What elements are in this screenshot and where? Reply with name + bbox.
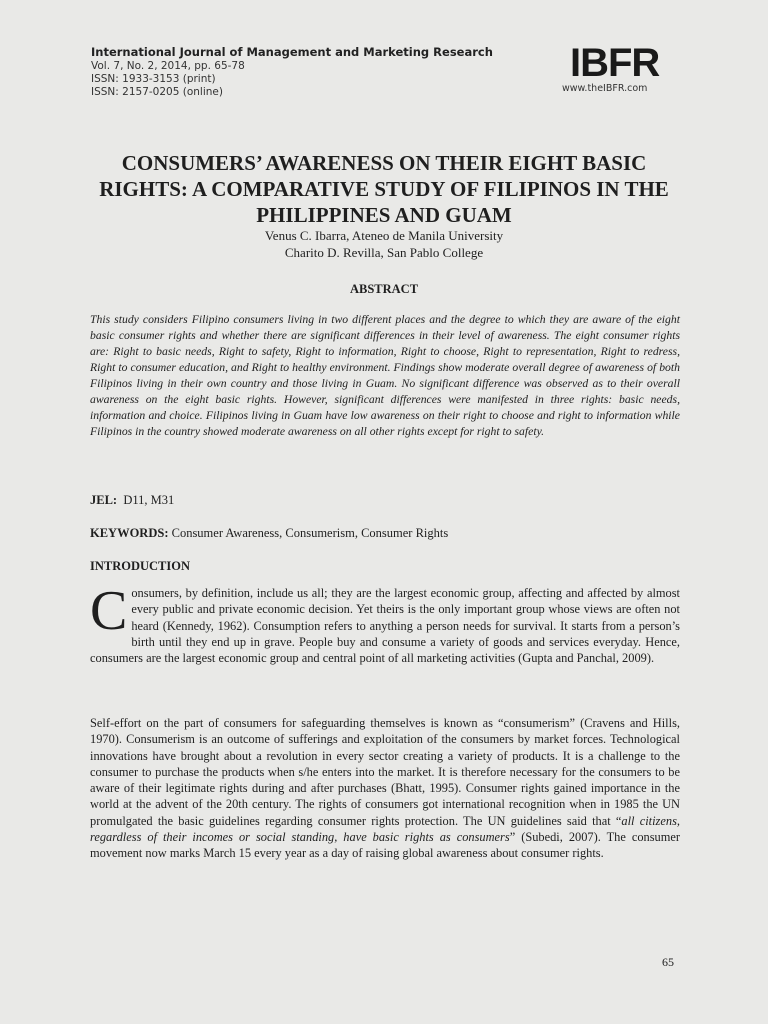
abstract-heading: ABSTRACT <box>349 282 419 296</box>
introduction-paragraph-2 <box>90 715 680 862</box>
paper-title: CONSUMERS’ AWARENESS ON THEIR EIGHT BASIC RIGHTS: A COMPARATIVE STUDY OF FILIPINOS IN THE PHILIPPINES AND GUAM <box>99 151 669 227</box>
paragraph-1-text: onsumers, by definition, include us all; they are the largest economic group, affecting and affected by almost every public and private economic decision. Yet theirs is the only important group whose views are often not heard (Kennedy, 1962). Consumption refers to anything a person needs for survival. It starts from a person’s birth until they end up in grave. People buy and consume a variety of goods and services everyday. Hence, consumers are the largest economic group and central point of all marketing activities (Gupta and Panchal, 2009). <box>90 586 680 666</box>
ibfr-logo: IBFR <box>570 41 660 85</box>
introduction-paragraph-1 <box>90 580 680 666</box>
author-1: Venus C. Ibarra, Ateneo de Manila University <box>264 228 504 243</box>
keywords-label: KEYWORDS: <box>90 526 169 540</box>
paragraph-2-ending: ” (Subedi, 2007). The consumer movement now marks March 15 every year as a day of raising global awareness about consumer rights. <box>90 830 681 861</box>
issn-online: ISSN: 2157-0205 (online) <box>91 86 223 98</box>
keywords <box>90 526 448 541</box>
jel-value: D11, M31 <box>123 493 175 507</box>
journal-website: www.theIBFR.com <box>562 83 648 94</box>
author-2: Charito D. Revilla, San Pablo College <box>284 245 484 260</box>
jel-codes <box>90 493 174 508</box>
jel-label: JEL: <box>90 493 118 507</box>
issn-print: ISSN: 1933-3153 (print) <box>91 73 216 85</box>
keywords-value: Consumer Awareness, Consumerism, Consumer Rights <box>171 526 449 540</box>
journal-volume: Vol. 7, No. 2, 2014, pp. 65-78 <box>91 60 245 72</box>
journal-name: International Journal of Management and Marketing Research <box>91 45 493 59</box>
journal-info <box>91 45 493 99</box>
dropcap: C <box>90 580 128 642</box>
page-number: 65 <box>662 955 674 969</box>
un-guideline-quote: all citizens, regardless of their incomes or social standing, have basic rights as consumers <box>90 813 680 845</box>
paragraph-2-text: Self-effort on the part of consumers for safeguarding themselves is known as “consumerism” (Cravens and Hills, 1970). Consumerism is an outcome of sufferings and exploitation of the consumers by market forces. Technological innovations have brought about a revolution in every sector creating a variety of products. It is a challenge to the consumer to purchase the products when s/he enters into the market. It is therefore necessary for the consumers to be aware of their legitimate rights during and after purchases (Bhatt, 1995). Consumer rights gained importance in the world at the advent of the 20th century. The rights of consumers got international recognition when in 1985 the UN promulgated the basic guidelines regarding consumer rights protection. The UN guidelines said that “ <box>90 716 680 828</box>
introduction-heading: INTRODUCTION <box>90 559 191 573</box>
abstract-body: This study considers Filipino consumers living in two different places and the degree to which they are aware of the eight basic consumer rights and whether there are significant differences in their level of awareness. The eight consumer rights are: Right to basic needs, Right to safety, Right to information, Right to choose, Right to representation, Right to redress, Right to consumer education, and Right to healthy environment. Findings show moderate overall degree of awareness of both Filipinos living in their own country and those living in Guam. No significant difference was observed as to their overall awareness on the eight basic rights. However, significant differences were manifested in three rights: basic needs, information and choice. Filipinos living in Guam have low awareness on their right to choose and right to information while Filipinos in the country showed moderate awareness on all other rights except for right to safety. <box>90 313 680 438</box>
